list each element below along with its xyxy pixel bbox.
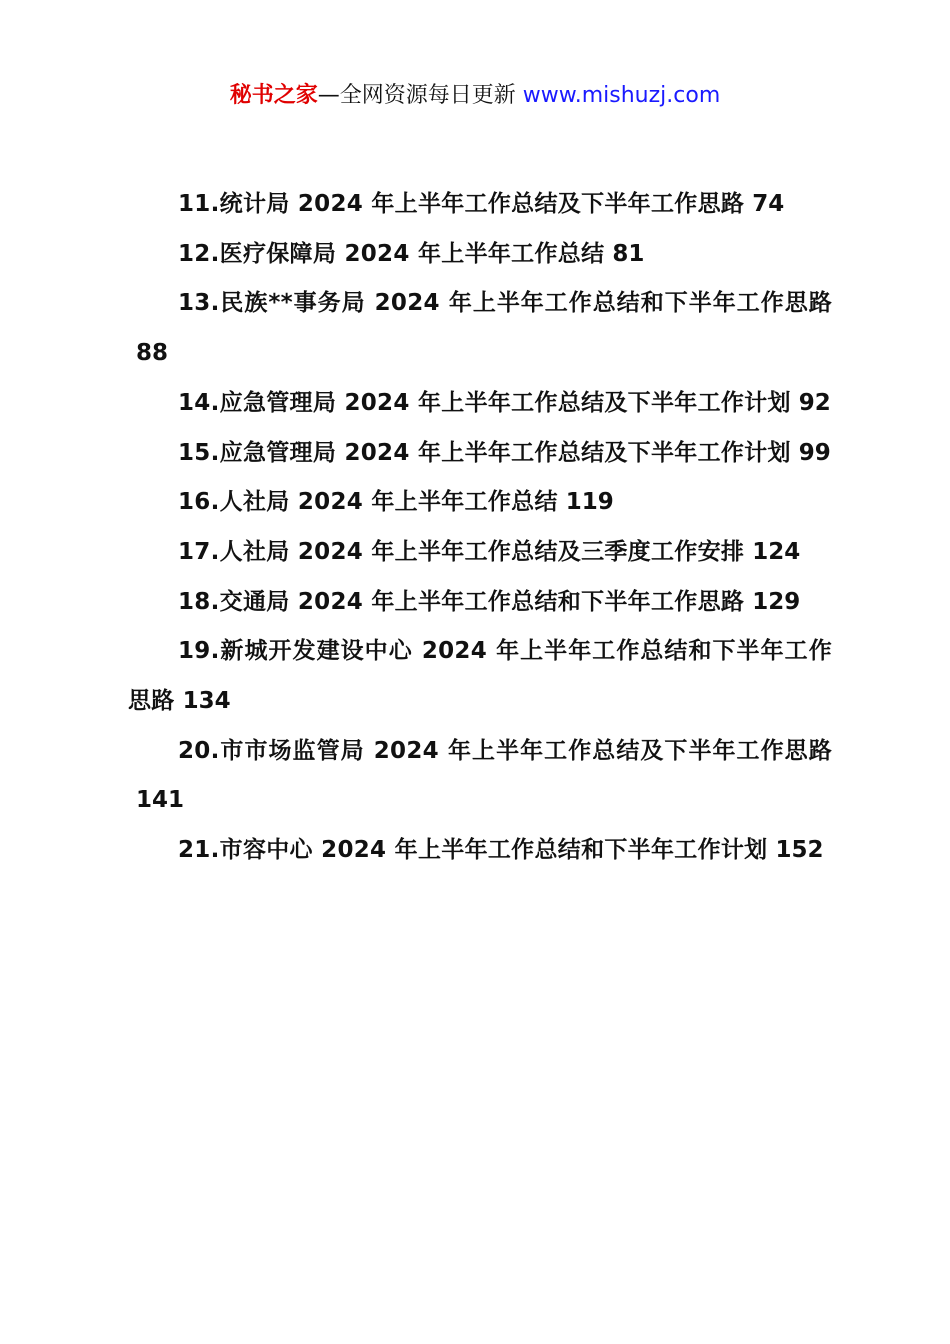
toc-entry[interactable]: [128, 528, 832, 578]
toc-entry[interactable]: [128, 180, 832, 230]
toc-entry-page: 74: [752, 191, 785, 217]
toc-entry-page: 81: [612, 240, 645, 267]
toc-entry-page: 119: [565, 489, 614, 516]
site-brand: 秘书之家: [229, 83, 318, 108]
toc-entry-title: 19.新城开发建设中心 2024 年上半年工作总结和下半年工作思路: [128, 638, 832, 715]
toc-entry-page: 129: [752, 588, 801, 615]
toc-entry[interactable]: [128, 478, 832, 528]
toc-entry-title: 17.人社局 2024 年上半年工作总结及三季度工作安排: [178, 538, 745, 565]
toc-entry[interactable]: [128, 627, 832, 726]
site-url[interactable]: www.mishuzj.com: [522, 83, 721, 108]
toc-entry[interactable]: [128, 379, 832, 429]
toc-entry-title: 20.市市场监管局 2024 年上半年工作总结及下半年工作思路: [178, 737, 832, 764]
toc-entry-page: 88: [136, 340, 169, 367]
site-tagline: —全网资源每日更新: [317, 83, 516, 108]
page-header: [0, 80, 950, 112]
toc-entry-title: 15.应急管理局 2024 年上半年工作总结及下半年工作计划: [178, 439, 791, 466]
toc-entry[interactable]: [128, 230, 832, 280]
toc-entry-page: 152: [775, 837, 824, 864]
toc-entry[interactable]: [128, 578, 832, 628]
table-of-contents: [128, 180, 832, 876]
toc-entry-title: 14.应急管理局 2024 年上半年工作总结及下半年工作计划: [178, 389, 791, 416]
toc-entry[interactable]: [128, 826, 832, 876]
toc-entry-page: 141: [136, 787, 185, 814]
toc-entry[interactable]: [128, 429, 832, 479]
toc-entry-title: 16.人社局 2024 年上半年工作总结: [178, 489, 558, 516]
toc-entry-title: 21.市容中心 2024 年上半年工作总结和下半年工作计划: [178, 837, 768, 864]
toc-entry-title: 13.民族**事务局 2024 年上半年工作总结和下半年工作思路: [178, 290, 832, 317]
toc-entry-title: 18.交通局 2024 年上半年工作总结和下半年工作思路: [178, 588, 745, 615]
toc-entry-page: 134: [182, 688, 231, 715]
toc-entry-page: 99: [798, 439, 831, 466]
toc-entry-page: 124: [752, 538, 801, 565]
toc-entry-title: 12.医疗保障局 2024 年上半年工作总结: [178, 240, 605, 267]
toc-entry-title: 11.统计局 2024 年上半年工作总结及下半年工作思路: [178, 191, 745, 217]
toc-entry-page: 92: [798, 389, 831, 416]
toc-entry[interactable]: [128, 279, 832, 378]
toc-entry[interactable]: [128, 727, 832, 826]
